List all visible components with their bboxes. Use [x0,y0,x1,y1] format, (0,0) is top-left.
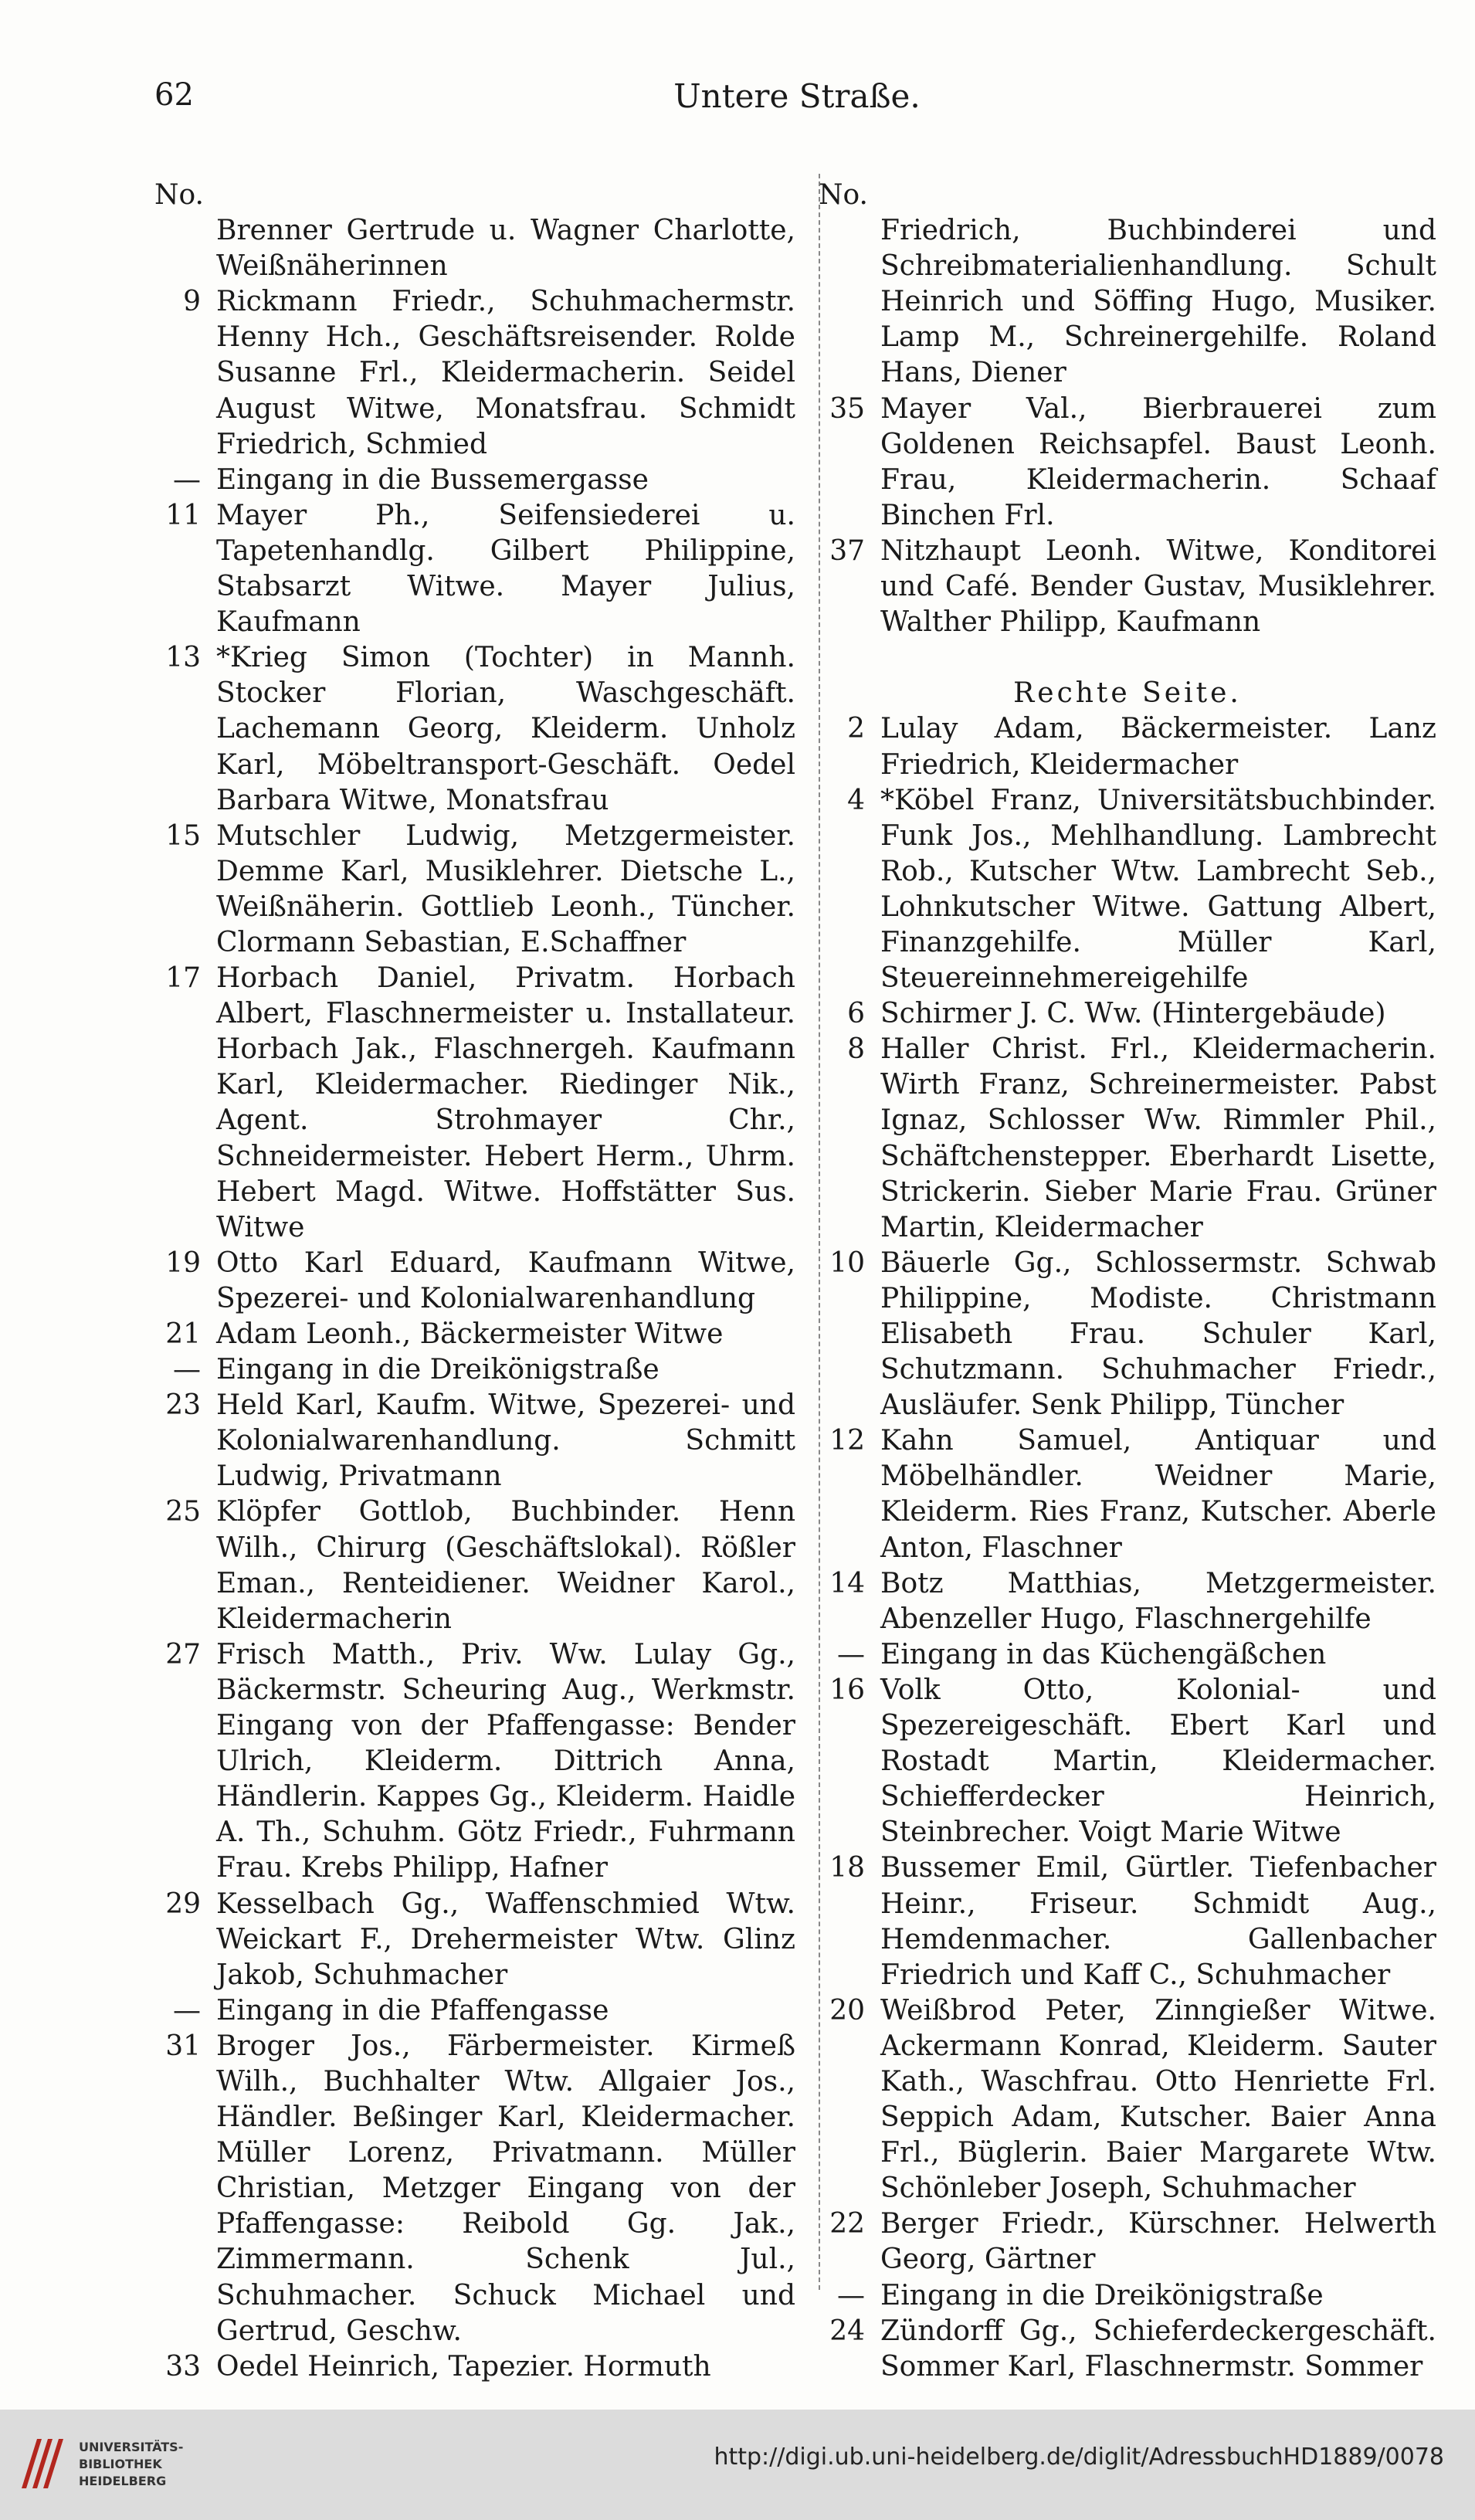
address-entry [154,819,795,961]
address-entry [819,534,1436,640]
resident-text: Eingang in die Pfaffengasse [216,1994,609,2027]
resident-text: Haller Christ. Frl., Kleidermacherin. Wirth Franz, Schreinermeister. Pabst Ignaz, Schlosser Ww. Rimmler Phil., Schäftchenstepper. Eberhardt Lisette, Strickerin. Sieber Marie Frau. Grüner Martin, Kleidermacher [880,1033,1436,1243]
address-entry [154,640,795,818]
address-entry [154,1246,795,1317]
house-number: 14 [829,1567,865,1599]
library-logo-text: UNIVERSITÄTS- BIBLIOTHEK HEIDELBERG [79,2440,184,2488]
left-column [154,178,795,2385]
resident-text: Adam Leonh., Bäckermeister Witwe [216,1318,724,1350]
house-number: — [837,2279,865,2311]
resident-text: Brenner Gertrude u. Wagner Charlotte, Weißnäherinnen [216,215,795,283]
resident-text: Eingang in die Dreikönigstraße [880,2279,1324,2311]
house-number: — [173,1994,201,2027]
house-number: 37 [829,534,865,567]
address-entry [154,2029,795,2349]
house-number [154,213,216,284]
library-footer [0,2410,1475,2520]
address-entry [819,996,1436,1032]
address-entry [154,1352,795,1388]
address-entry [819,1032,1436,1246]
address-entry [819,392,1436,534]
address-entry [154,1388,795,1494]
page-title: Untere Straße. [673,77,921,115]
address-entry [819,1566,1436,1637]
section-title: Rechte Seite. [1013,677,1242,710]
resident-text: Broger Jos., Färbermeister. Kirmeß Wilh., Buchhalter Wtw. Allgaier Jos., Händler. Beßinger Karl, Kleidermacher. Müller Lorenz, Privatmann. Müller Christian, Metzger Eingang von der Pfaffengasse: Reibold Gg. Jak., Zimmermann. Schenk Jul., Schuhmacher. Schuck Michael und Gertrud, Geschw. [216,2030,795,2347]
house-number: 2 [847,713,865,745]
house-number: 13 [165,642,201,674]
resident-text: Eingang in die Dreikönigstraße [216,1354,660,1386]
page-header [154,77,1439,124]
resident-text: Bussemer Emil, Gürtler. Tiefenbacher Heinr., Friseur. Schmidt Aug., Hemdenmacher. Gallenbacher Friedrich und Kaff C., Schuhmacher [880,1852,1436,1991]
address-entry [154,1494,795,1636]
library-logo [15,2425,185,2502]
resident-text: Otto Karl Eduard, Kaufmann Witwe, Spezerei- und Kolonialwarenhandlung [216,1246,795,1314]
address-entry [819,1673,1436,1850]
house-number: 10 [829,1246,865,1279]
address-entry [819,2206,1436,2277]
resident-text: Bäuerle Gg., Schlossermstr. Schwab Philippine, Modiste. Christmann Elisabeth Frau. Schuler Karl, Schutzmann. Schuhmacher Friedr., Ausläufer. Senk Philipp, Tüncher [880,1246,1436,1422]
resident-text: Zündorff Gg., Schieferdeckergeschäft. Sommer Karl, Flaschnermstr. Sommer [880,2315,1436,2383]
address-entry [154,2349,795,2385]
address-entry [154,1993,795,2029]
resident-text: Mutschler Ludwig, Metzgermeister. Demme Karl, Musiklehrer. Dietsche L., Weißnäherin. Gottlieb Leonh., Tüncher. Clormann Sebastian, E.Schaffner [216,819,795,958]
house-number: 15 [165,819,201,852]
house-number: 25 [165,1496,201,1528]
address-entry [154,463,795,498]
address-entry [154,1887,795,1993]
resident-text: Mayer Val., Bierbrauerei zum Goldenen Reichsapfel. Baust Leonh. Frau, Kleidermacherin. Schaaf Binchen Frl. [880,392,1436,531]
page-number: 62 [154,77,194,113]
source-url-link[interactable]: http://digi.ub.uni-heidelberg.de/diglit/AdressbuchHD1889/0078 [714,2444,1444,2471]
address-entry [154,1317,795,1352]
address-entry [819,711,1436,782]
house-number: — [173,463,201,496]
house-number: 11 [165,499,201,531]
resident-text: Lulay Adam, Bäckermeister. Lanz Friedrich, Kleidermacher [880,713,1436,781]
resident-text: Mayer Ph., Seifensiederei u. Tapetenhandlg. Gilbert Philippine, Stabsarzt Witwe. Mayer Julius, Kaufmann [216,499,795,639]
address-entry [154,961,795,1246]
address-entry [819,1637,1436,1673]
house-number: 4 [847,784,865,816]
house-number [819,213,880,391]
resident-text: Friedrich, Buchbinderei und Schreibmaterialienhandlung. Schult Heinrich und Söffing Hugo, Musiker. Lamp M., Schreinergehilfe. Roland Hans, Diener [880,215,1436,389]
house-number: 29 [165,1887,201,1920]
house-number: 17 [165,962,201,995]
right-column [819,178,1436,2385]
resident-text: *Köbel Franz, Universitätsbuchbinder. Funk Jos., Mehlhandlung. Lambrecht Rob., Kutscher Wtw. Lambrecht Seb., Lohnkutscher Witwe. Gattung Albert, Finanzgehilfe. Müller Karl, Steuereinnehmereigehilfe [880,784,1436,995]
resident-text: Eingang in das Küchengäßchen [880,1638,1327,1670]
house-number: 6 [847,998,865,1030]
house-number: 12 [829,1425,865,1457]
resident-text: Frisch Matth., Priv. Ww. Lulay Gg., Bäckermstr. Scheuring Aug., Werkmstr. Eingang von der Pfaffengasse: Bender Ulrich, Kleiderm. Dittrich Anna, Händlerin. Kappes Gg., Kleiderm. Haidle A. Th., Schuhm. Götz Friedr., Fuhrmann Frau. Krebs Philipp, Hafner [216,1638,795,1884]
address-entry [819,2314,1436,2385]
resident-text: *Krieg Simon (Tochter) in Mannh. Stocker Florian, Waschgeschäft. Lachemann Georg, Kleiderm. Unholz Karl, Möbeltransport-Geschäft. Oedel Barbara Witwe, Monatsfrau [216,642,795,816]
resident-text: Botz Matthias, Metzgermeister. Abenzeller Hugo, Flaschnergehilfe [880,1567,1436,1635]
house-number: 23 [165,1389,201,1422]
house-number: 16 [829,1674,865,1706]
house-number: 31 [165,2030,201,2062]
address-entry [154,284,795,462]
house-number: 9 [183,286,201,318]
house-number: 20 [829,1994,865,2027]
address-entry [819,1423,1436,1565]
right-entry-list-bottom [819,711,1436,2384]
resident-text: Eingang in die Bussemergasse [216,463,649,496]
library-logo-icon [15,2433,70,2495]
right-entry-list-top [819,213,1436,640]
resident-text: Nitzhaupt Leonh. Witwe, Konditorei und Café. Bender Gustav, Musiklehrer. Walther Philipp, Kaufmann [880,534,1436,639]
address-entry [819,783,1436,997]
resident-text: Berger Friedr., Kürschner. Helwerth Georg, Gärtner [880,2208,1436,2276]
house-number: 18 [829,1852,865,1884]
resident-text: Held Karl, Kaufm. Witwe, Spezerei- und Kolonialwarenhandlung. Schmitt Ludwig, Privatmann [216,1389,795,1493]
house-number: 35 [829,392,865,425]
resident-text: Weißbrod Peter, Zinngießer Witwe. Ackermann Konrad, Kleiderm. Sauter Kath., Waschfrau. Otto Henriette Frl. Seppich Adam, Kutscher. Baier Anna Frl., Büglerin. Baier Margarete Wtw. Schönleber Joseph, Schuhmacher [880,1994,1436,2205]
address-entry [154,498,795,640]
resident-text: Kesselbach Gg., Waffenschmied Wtw. Weickart F., Drehermeister Wtw. Glinz Jakob, Schuhmacher [216,1887,795,1991]
resident-text: Oedel Heinrich, Tapezier. Hormuth [216,2350,711,2383]
house-number: 24 [829,2315,865,2347]
left-column-heading: No. [154,179,204,211]
address-entry [819,1246,1436,1423]
house-number: 27 [165,1638,201,1670]
address-entry [819,1850,1436,1993]
resident-text: Kahn Samuel, Antiquar und Möbelhändler. Weidner Marie, Kleiderm. Ries Franz, Kutscher. Aberle Anton, Flaschner [880,1425,1436,1564]
resident-text: Klöpfer Gottlob, Buchbinder. Henn Wilh., Chirurg (Geschäftslokal). Rößler Eman., Renteidiener. Weidner Karol., Kleidermacherin [216,1496,795,1635]
house-number: — [837,1638,865,1670]
address-entry [154,213,795,284]
address-entry [819,213,1436,391]
address-entry [819,2278,1436,2314]
house-number: 33 [165,2350,201,2383]
right-column-heading: No. [819,179,868,211]
resident-text: Schirmer J. C. Ww. (Hintergebäude) [880,998,1386,1030]
house-number: 19 [165,1246,201,1279]
house-number: 22 [829,2208,865,2240]
resident-text: Volk Otto, Kolonial- und Spezereigeschäft. Ebert Karl und Rostadt Martin, Kleidermacher. Schiefferdecker Heinrich, Steinbrecher. Voigt Marie Witwe [880,1674,1436,1849]
address-entry [819,1993,1436,2207]
resident-text: Horbach Daniel, Privatm. Horbach Albert, Flaschnermeister u. Installateur. Horbach Jak., Flaschnergeh. Kaufmann Karl, Kleidermacher. Riedinger Nik., Agent. Strohmayer Chr., Schneidermeister. Hebert Herm., Uhrm. Hebert Magd. Witwe. Hoffstätter Sus. Witwe [216,962,795,1243]
left-entry-list [154,213,795,2385]
address-entry [154,1637,795,1887]
house-number: 8 [847,1033,865,1066]
house-number: — [173,1354,201,1386]
house-number: 21 [165,1318,201,1350]
resident-text: Rickmann Friedr., Schuhmachermstr. Henny Hch., Geschäftsreisender. Rolde Susanne Frl., Kleidermacherin. Seidel August Witwe, Monatsfrau. Schmidt Friedrich, Schmied [216,286,795,460]
